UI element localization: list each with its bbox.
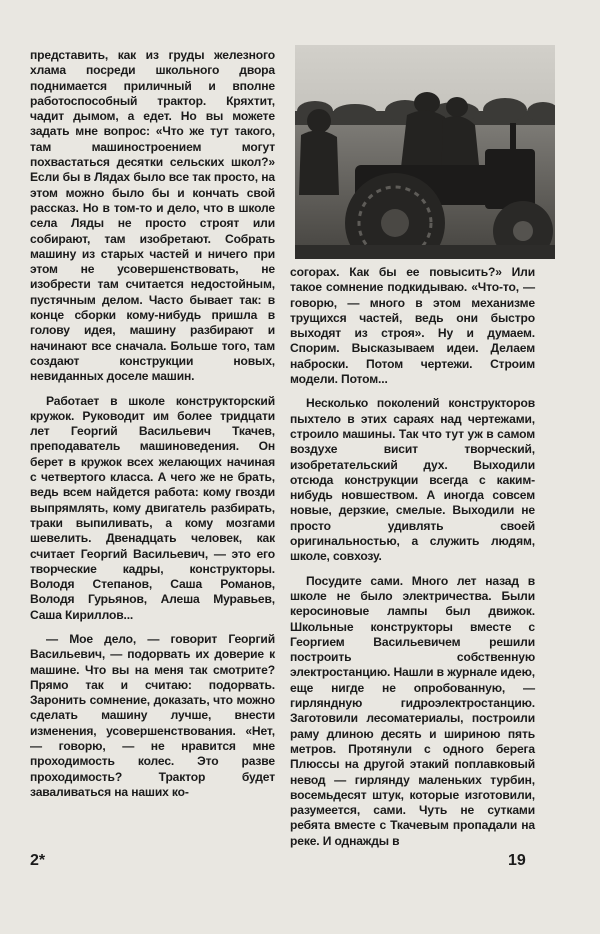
ground-shadow bbox=[295, 245, 555, 259]
text-column-left bbox=[30, 48, 275, 800]
paragraph: согорах. Как бы ее повысить?» Или такое сомнение подкидываю. «Что-то, — говорю, — много в этом механизме трущихся частей, ведь они быстро выходят из строя». Ну и думаем. Спорим. Высказываем идеи. Делаем наброски. Потом чертежи. Строим модели. Потом... bbox=[290, 265, 535, 387]
paragraph: — Мое дело, — говорит Георгий Васильевич, — подорвать их доверие к машине. Что вы на меня так смотрите? Прямо так и считаю: подорвать. Заронить сомнение, доказать, что можно сделать машину лучше, внести изменения, усовершенствования. «Нет, — говорю, — не нравится мне проходимость колес. Это разве проходимость? Трактор будет заваливаться на наших ко- bbox=[30, 631, 275, 799]
text-column-right bbox=[290, 265, 535, 849]
paragraph: Несколько поколений конструкторов пыхтело в этих сараях над чертежами, строило машины. Так что тут уж в самом воздухе висит творческий, изобретательский дух. Выходили отсюда конструкции всегда с каким-нибудь новшеством. А иногда совсем новые, дерзкие, смелые. Выходили не просто удивлять своей оригинальностью, а служить людям, школе, совхозу. bbox=[290, 396, 535, 564]
paragraph: Посудите сами. Много лет назад в школе не было электричества. Были керосиновые лампы был движок. Школьные конструкторы вместе с Георгием Васильевичем решили построить собственную электростанцию. Нашли в журнале идею, еще нигде не опробованную, — гирляндную гидроэлектростанцию. Заготовили лесоматериалы, построили раму длиною десять и шириною пять метров. Протянули с одного берега Плюссы на другой этакий поплавковый невод — гирлянду маленьких турбин, восемьдесят штук, которые изготовили, разумеется, сами. Чуть не сутками ребята вместе с Ткачевым пропадали на реке. И однажды в bbox=[290, 573, 535, 848]
signature-mark: 2* bbox=[30, 852, 46, 869]
tractor-photo bbox=[295, 45, 555, 259]
paragraph: Работает в школе конструкторский кружок. Руководит им более тридцати лет Георгий Васильевич Ткачев, преподаватель машиноведения. Он берет в кружок всех желающих начиная с четвертого класса. А чего же не брать, ведь всем найдется работа: кому гвозди выпрямлять, кому двигатель разбирать, траки выпиливать, а кому мозгами шевелить. Двенадцать человек, как считает Георгий Васильевич, — это его творческие кадры, конструкторы. Володя Степанов, Саша Романов, Володя Гурьянов, Алеша Муравьев, Саша Кириллов... bbox=[30, 393, 275, 622]
page-number: 19 bbox=[508, 852, 526, 869]
paragraph: представить, как из груды железного хлама посреди школьного двора поднимается приличный и вполне работоспособный трактор. Кряхтит, чадит дымом, а едет. Но вы можете задать мне вопрос: «Что же тут такого, там машиностроением могут похвастаться десятки сельских школ?» Если бы в Лядах было все так просто, на этом можно было бы и кончать свой рассказ. Но в том-то и дело, что в школе села Ляды не просто строят или собирают, там изобретают. Собрать машину из старых частей и ничего при этом не усовершенствовать, не изобрести там считается недостойным, пустячным делом. Часто бывает так: в конце сборки кому-нибудь пришла в голову идея, машину разбирают и начинают все сначала. Больше того, там создают конструкции новых, невиданных доселе машин. bbox=[30, 48, 275, 384]
